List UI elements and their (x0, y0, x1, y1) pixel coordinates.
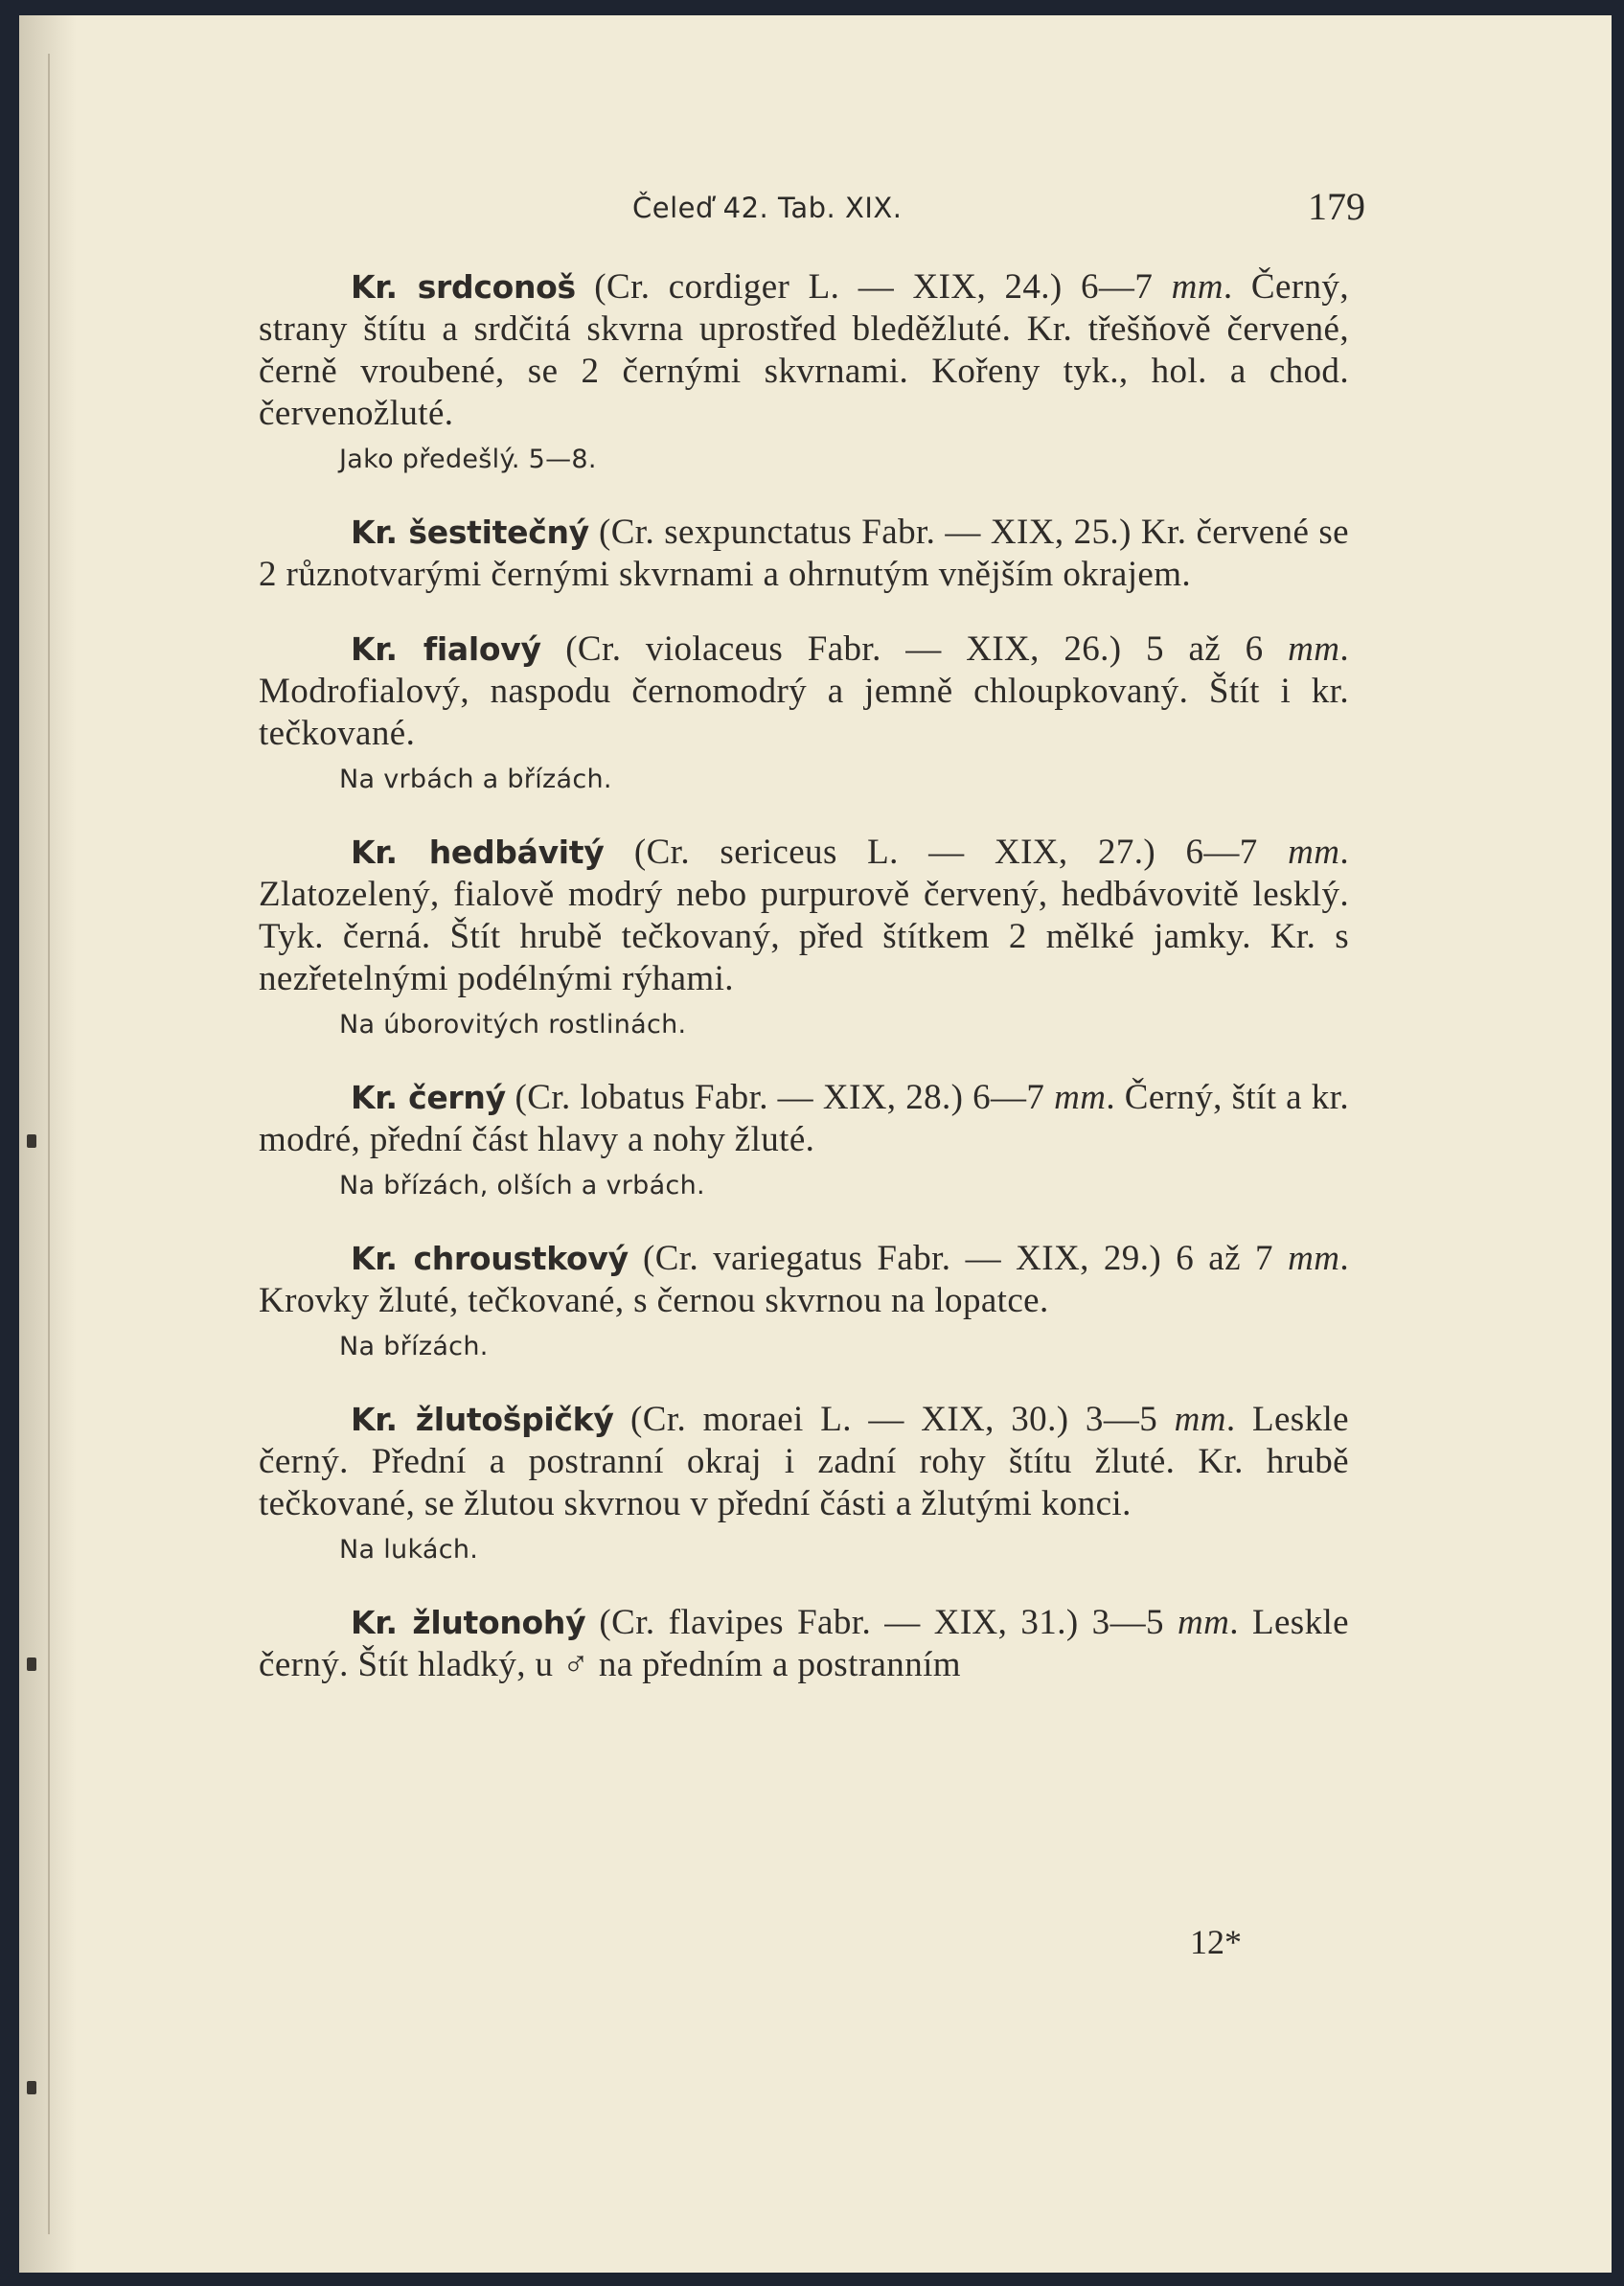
species-description (259, 1602, 1349, 1686)
running-head: Čeleď 42. Tab. XIX. (632, 192, 903, 224)
species-citation: (Cr. sexpunctatus Fabr. — XIX, 25.) Kr. červené se 2 různotvarými černými skvrnami a ohrnutým vnějším okrajem. (259, 513, 1349, 594)
species-citation: (Cr. sericeus L. — XIX, 27.) 6—7 (604, 833, 1289, 872)
page-header (240, 184, 1365, 241)
size-unit: mm (1288, 833, 1340, 872)
species-name: Kr. šestitečný (351, 514, 589, 551)
size-unit: mm (1171, 267, 1224, 307)
species-citation: (Cr. cordiger L. — XIX, 24.) 6—7 (575, 267, 1172, 307)
species-name: Kr. černý (351, 1079, 506, 1116)
species-name: Kr. srdconoš (351, 268, 576, 306)
species-entry (259, 1238, 1349, 1366)
species-text: . Modrofialový, naspodu černomodrý a jemně chloupkovaný. Štít i kr. tečkované. (259, 629, 1349, 753)
species-description (259, 512, 1349, 596)
species-text: . Černý, strany štítu a srdčitá skvrna uprostřed bleděžluté. Kr. třešňově červené, černě vroubené, se 2 černými skvrnami. Kořeny tyk., hol. a chod. červenožluté. (259, 267, 1349, 433)
species-name: Kr. žlutonohý (351, 1604, 586, 1641)
species-entry (259, 629, 1349, 799)
species-text: . Zlatozelený, fialově modrý nebo purpurově červený, hedbávovitě lesklý. Tyk. černá. Štít hrubě tečkovaný, před štítkem 2 mělké jamky. Kr. s nezřetelnými podélnými rýhami. (259, 833, 1349, 998)
species-entry (259, 1399, 1349, 1569)
size-unit: mm (1177, 1603, 1230, 1642)
species-description (259, 629, 1349, 755)
habitat-note: Jako předešlý. 5—8. (339, 445, 597, 474)
species-citation: (Cr. lobatus Fabr. — XIX, 28.) 6—7 (505, 1078, 1055, 1117)
species-entry (259, 266, 1349, 479)
habitat-note: Na břízách, olších a vrbách. (339, 1171, 705, 1200)
species-text: . Krovky žluté, tečkované, s černou skvrnou na lopatce. (259, 1239, 1349, 1320)
species-citation: (Cr. moraei L. — XIX, 30.) 3—5 (613, 1400, 1175, 1439)
species-name: Kr. fialový (351, 630, 541, 668)
signature-mark: 12* (1190, 1923, 1242, 1961)
habitat-note: Na břízách. (339, 1332, 489, 1361)
species-citation: (Cr. flavipes Fabr. — XIX, 31.) 3—5 (585, 1603, 1178, 1642)
edge-mark (27, 1657, 36, 1671)
habitat-note: Na vrbách a břízách. (339, 765, 612, 794)
species-citation: (Cr. violaceus Fabr. — XIX, 26.) 5 až 6 (540, 629, 1289, 669)
species-description (259, 1077, 1349, 1161)
size-unit: mm (1288, 1239, 1340, 1278)
edge-mark (27, 1134, 36, 1148)
species-citation: (Cr. variegatus Fabr. — XIX, 29.) 6 až 7 (628, 1239, 1289, 1278)
species-text: . Leskle černý. Přední a postranní okraj i zadní rohy štítu žluté. Kr. hrubě tečkované, se žlutou skvrnou v přední části a žlutými konci. (259, 1400, 1349, 1523)
species-name: Kr. chroustkový (351, 1240, 629, 1277)
page-number: 179 (1308, 185, 1365, 228)
edge-mark (27, 2081, 36, 2094)
species-name: Kr. hedbávitý (351, 834, 605, 871)
species-entry (259, 512, 1349, 596)
page-body (259, 266, 1349, 1719)
size-unit: mm (1174, 1400, 1226, 1439)
species-entry (259, 832, 1349, 1044)
binding-line (48, 54, 50, 2234)
species-description (259, 266, 1349, 435)
species-text: . Leskle černý. Štít hladký, u ♂ na předním a postranním (259, 1603, 1349, 1684)
species-description (259, 1238, 1349, 1322)
species-entry (259, 1077, 1349, 1205)
book-page (19, 15, 1612, 2273)
species-entry (259, 1602, 1349, 1686)
size-unit: mm (1054, 1078, 1107, 1117)
species-description (259, 832, 1349, 1000)
species-text: . Černý, štít a kr. modré, přední část hlavy a nohy žluté. (259, 1078, 1349, 1159)
habitat-note: Na lukách. (339, 1535, 479, 1565)
species-description (259, 1399, 1349, 1525)
habitat-note: Na úborovitých rostlinách. (339, 1010, 687, 1040)
size-unit: mm (1288, 629, 1340, 669)
species-name: Kr. žlutošpičký (351, 1401, 614, 1438)
